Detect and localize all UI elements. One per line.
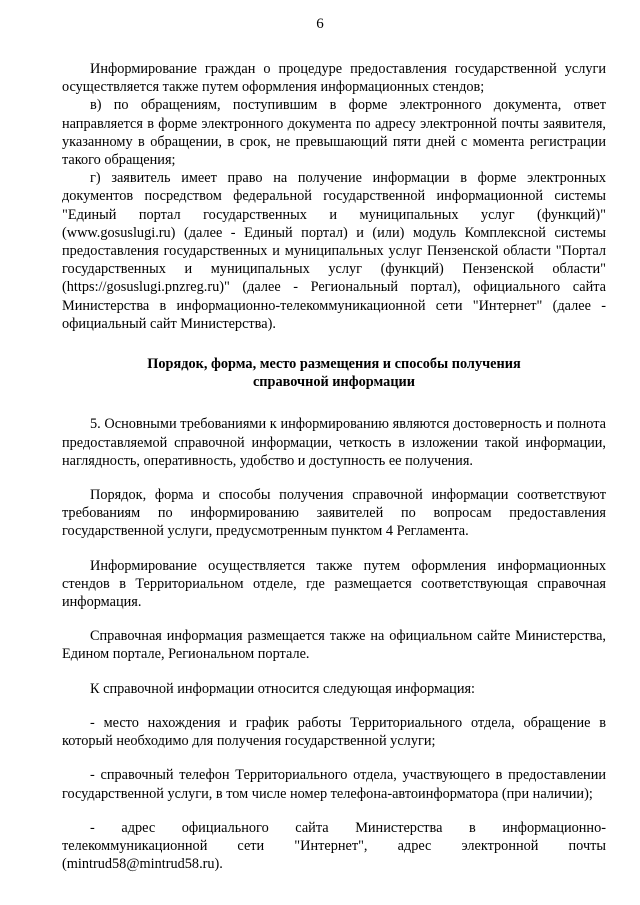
paragraph-stands-territorial: Информирование осуществляется также путем оформления информационных стендов в Территориальном отделе, где размещается соответствующая справочная информация.: [62, 557, 606, 611]
list-item-location: - место нахождения и график работы Территориального отдела, обращение в который необходимо для получения государственной услуги;: [62, 714, 606, 750]
section-heading: [62, 355, 606, 391]
section-heading-line-1: Порядок, форма, место размещения и способы получения: [147, 356, 521, 373]
section-heading-line-2: справочной информации: [252, 374, 416, 391]
page-content: [62, 60, 606, 873]
paragraph-procedure: Порядок, форма и способы получения справочной информации соответствуют требованиям по информированию заявителей по вопросам предоставления государственной услуги, предусмотренным пунктом 4 Регламента.: [62, 487, 606, 540]
paragraph-item-g: г) заявитель имеет право на получение информации в форме электронных документов посредством федеральной государственной информационной системы "Единый портал государственных и муниципальных услуг (функций)" (www.gosuslugi.ru) (далее - Единый портал) и (или) модуль Комплексной системы предоставления государственных и муниципальных услуг Пензенской области "Портал государственных и муниципальных услуг (функций) Пензенской области" (https://gosuslugi.pnzreg.ru)" (далее - Региональный портал), официального сайта Министерства в информационно-телекоммуникационной сети "Интернет" (далее - официальный сайт Министерства).: [62, 170, 606, 332]
paragraph-stands-info: Информирование граждан о процедуре предоставления государственной услуги осуществляется также путем оформления информационных стендов;: [62, 61, 606, 96]
paragraph-placement: Справочная информация размещается также на официальном сайте Министерства, Едином портале, Региональном портале.: [62, 628, 606, 663]
paragraph-item-v: в) по обращениям, поступившим в форме электронного документа, ответ направляется в форме электронного документа по адресу электронной почты заявителя, указанному в обращении, в срок, не превышающий пяти дней с момента регистрации такого обращения;: [62, 97, 606, 169]
paragraph-info-list-intro: К справочной информации относится следующая информация:: [90, 680, 476, 697]
list-item-phone: - справочный телефон Территориального отдела, участвующего в предоставлении государственной услуги, в том числе номер телефона-автоинформатора (при наличии);: [62, 767, 606, 802]
paragraph-requirements: 5. Основными требованиями к информированию являются достоверность и полнота предоставляемой справочной информации, четкость в изложении такой информации, наглядность, оперативность, удобство и доступность ее получения.: [62, 416, 606, 469]
list-item-website: - адрес официального сайта Министерства в информационно-телекоммуникационной сети "Интернет", адрес электронной почты (mintrud58@mintrud58.ru).: [62, 819, 606, 873]
page-number: 6: [316, 16, 324, 32]
